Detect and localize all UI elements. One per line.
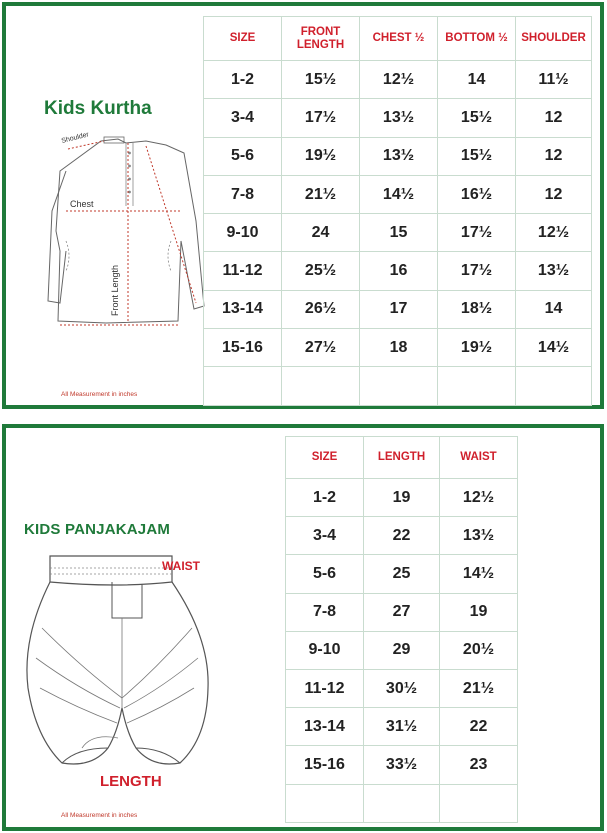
table-row [286,593,518,631]
panjakajam-measurement-note: All Measurement in inches [61,812,138,819]
table-cell: 12 [516,99,592,137]
table-cell: 17½ [282,99,360,137]
table-cell: 27 [364,593,440,631]
table-cell [440,784,518,822]
table-header-row [204,17,592,61]
table-row [204,290,592,328]
kurtha-size-chart-panel [2,2,604,409]
header-front-length: FRONT LENGTH [282,17,360,61]
kurtha-size-table [203,16,592,406]
table-cell: 13½ [360,137,438,175]
panjakajam-size-chart-panel [2,424,604,831]
header-chest: CHEST ½ [360,17,438,61]
table-cell: 15-16 [286,746,364,784]
table-row [204,367,592,405]
table-cell: 15½ [282,61,360,99]
table-cell: 30½ [364,669,440,707]
table-cell: 15½ [438,99,516,137]
table-row [204,175,592,213]
table-cell: 21½ [440,669,518,707]
table-cell: 13½ [516,252,592,290]
table-cell: 12½ [516,214,592,252]
table-cell: 31½ [364,708,440,746]
table-cell [204,367,282,405]
table-cell: 13-14 [286,708,364,746]
table-row [286,517,518,555]
table-cell: 13-14 [204,290,282,328]
table-cell: 12 [516,175,592,213]
table-cell: 1-2 [204,61,282,99]
table-cell: 33½ [364,746,440,784]
table-cell: 14½ [360,175,438,213]
header-shoulder: SHOULDER [516,17,592,61]
table-row [286,669,518,707]
kurtha-illustration [46,131,211,336]
header-waist: WAIST [440,437,518,479]
kurtha-title: Kids Kurtha [44,98,152,119]
table-cell: 19½ [282,137,360,175]
table-cell: 9-10 [286,631,364,669]
panjakajam-size-table [285,436,518,823]
table-cell: 18 [360,329,438,367]
table-row [286,631,518,669]
table-cell: 14½ [440,555,518,593]
table-cell: 1-2 [286,479,364,517]
kurtha-measurement-note: All Measurement in inches [61,391,138,398]
header-bottom: BOTTOM ½ [438,17,516,61]
table-cell: 11-12 [286,669,364,707]
table-cell: 15-16 [204,329,282,367]
table-cell: 20½ [440,631,518,669]
shoulder-label: Shoulder [60,131,90,145]
table-cell: 11-12 [204,252,282,290]
table-cell: 16½ [438,175,516,213]
header-size: SIZE [204,17,282,61]
table-cell: 19 [440,593,518,631]
table-cell: 12½ [360,61,438,99]
waist-label: WAIST [162,559,200,573]
front-length-label: Front Length [110,264,120,316]
table-cell: 22 [440,708,518,746]
table-cell [360,367,438,405]
table-cell: 27½ [282,329,360,367]
table-cell [286,784,364,822]
table-cell: 29 [364,631,440,669]
table-row [204,99,592,137]
table-cell: 11½ [516,61,592,99]
table-cell: 15 [360,214,438,252]
table-row [286,746,518,784]
table-cell: 15½ [438,137,516,175]
table-row [286,555,518,593]
table-row [204,252,592,290]
table-cell: 12 [516,137,592,175]
table-row [204,214,592,252]
length-label: LENGTH [100,773,162,790]
table-row [286,479,518,517]
table-row [286,784,518,822]
table-cell: 26½ [282,290,360,328]
table-row [286,708,518,746]
panjakajam-title: KIDS PANJAKAJAM [24,521,171,538]
table-row [204,329,592,367]
table-cell: 18½ [438,290,516,328]
table-cell: 13½ [360,99,438,137]
table-cell: 24 [282,214,360,252]
table-cell: 9-10 [204,214,282,252]
table-cell: 13½ [440,517,518,555]
table-cell [282,367,360,405]
table-cell [364,784,440,822]
header-length: LENGTH [364,437,440,479]
table-cell: 14 [438,61,516,99]
chest-label: Chest [70,199,94,209]
table-cell: 3-4 [286,517,364,555]
table-cell: 14 [516,290,592,328]
table-row [204,137,592,175]
table-cell: 19½ [438,329,516,367]
table-cell: 21½ [282,175,360,213]
table-header-row [286,437,518,479]
table-cell: 5-6 [204,137,282,175]
table-cell: 17½ [438,252,516,290]
table-cell: 14½ [516,329,592,367]
table-cell: 17 [360,290,438,328]
table-row [204,61,592,99]
table-cell: 17½ [438,214,516,252]
table-cell: 3-4 [204,99,282,137]
table-cell: 7-8 [286,593,364,631]
table-cell [516,367,592,405]
table-cell: 25½ [282,252,360,290]
table-cell: 22 [364,517,440,555]
table-cell: 23 [440,746,518,784]
panjakajam-illustration [22,548,212,788]
table-cell: 16 [360,252,438,290]
header-size: SIZE [286,437,364,479]
table-cell: 5-6 [286,555,364,593]
table-cell: 25 [364,555,440,593]
table-cell: 12½ [440,479,518,517]
table-cell: 7-8 [204,175,282,213]
table-cell: 19 [364,479,440,517]
table-cell [438,367,516,405]
